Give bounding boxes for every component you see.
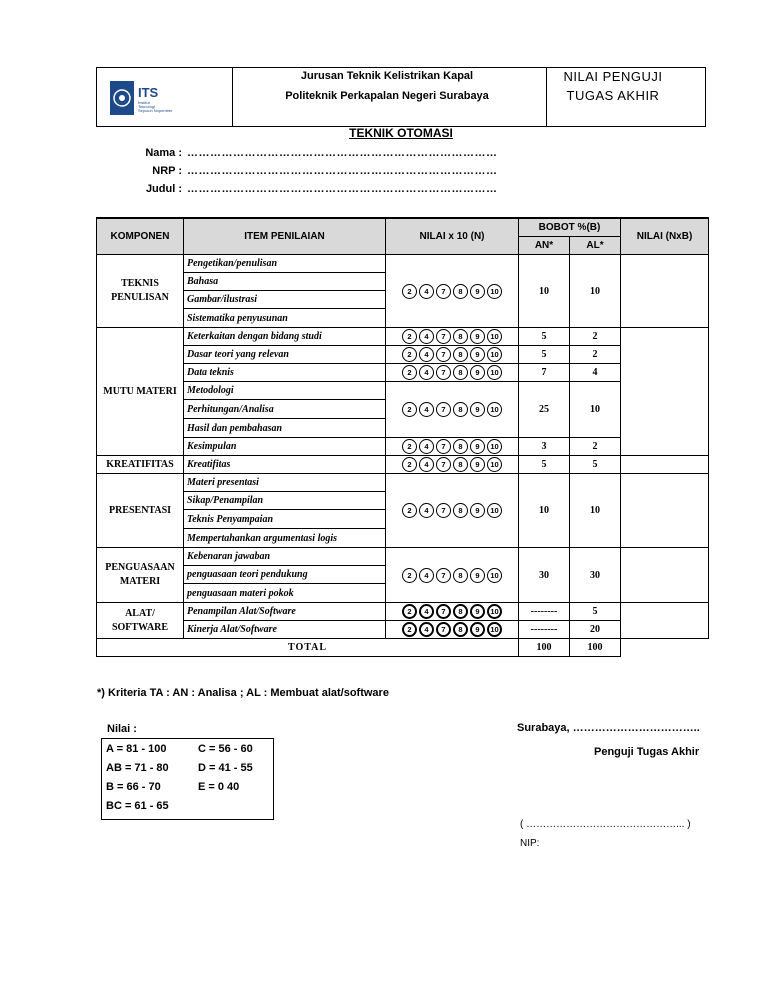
its-logo [110, 81, 186, 115]
nxb-kreatif[interactable] [621, 456, 709, 474]
grade-a: A = 81 - 100 [106, 743, 167, 755]
score-option-9[interactable]: 9 [470, 365, 485, 380]
score-option-2[interactable]: 2 [402, 402, 417, 417]
group-mutu: MUTU MATERI [97, 328, 184, 456]
weight-m3-an: 7 [519, 364, 570, 382]
col-an: AN* [519, 237, 570, 255]
score-option-8[interactable]: 8 [453, 284, 468, 299]
score-option-9[interactable]: 9 [470, 329, 485, 344]
score-option-4[interactable]: 4 [419, 329, 434, 344]
score-option-8[interactable]: 8 [453, 503, 468, 518]
col-al: AL* [570, 237, 621, 255]
score-option-10[interactable]: 10 [487, 284, 502, 299]
weight-m1-al: 2 [570, 328, 621, 346]
score-option-2[interactable]: 2 [402, 457, 417, 472]
weight-peng-al: 30 [570, 548, 621, 603]
weight-m3-al: 4 [570, 364, 621, 382]
item-t2: Bahasa [184, 273, 386, 291]
score-a2[interactable] [386, 621, 519, 639]
field-dots-nrp[interactable]: ……………………………………………………………………… [187, 165, 498, 177]
score-option-4[interactable]: 4 [419, 439, 434, 454]
item-g2: penguasaan teori pendukung [184, 566, 386, 584]
item-a2: Kinerja Alat/Software [184, 621, 386, 639]
score-option-7[interactable]: 7 [436, 402, 451, 417]
score-option-7[interactable]: 7 [436, 622, 451, 637]
department-title: TEKNIK OTOMASI [349, 126, 453, 140]
score-option-10[interactable]: 10 [487, 439, 502, 454]
col-nilai: NILAI x 10 (N) [386, 218, 519, 255]
grades-box [101, 738, 274, 820]
score-option-4[interactable]: 4 [419, 347, 434, 362]
score-option-2[interactable]: 2 [402, 329, 417, 344]
signature-nip[interactable]: NIP: [520, 838, 540, 849]
total-an: 100 [519, 639, 570, 657]
item-m2: Dasar teori yang relevan [184, 346, 386, 364]
score-option-9[interactable]: 9 [470, 503, 485, 518]
svg-text:Teknologi: Teknologi [138, 104, 155, 109]
item-t3: Gambar/ilustrasi [184, 291, 386, 309]
weight-a1-an: -------- [519, 603, 570, 621]
item-k1: Kreatifitas [184, 456, 386, 474]
score-m456[interactable] [386, 382, 519, 438]
field-dots-nama[interactable]: ……………………………………………………………………… [187, 147, 498, 159]
score-option-10[interactable]: 10 [487, 365, 502, 380]
score-option-10[interactable]: 10 [487, 402, 502, 417]
score-option-2[interactable]: 2 [402, 439, 417, 454]
grade-e: E = 0 40 [198, 781, 240, 793]
grade-ab: AB = 71 - 80 [106, 762, 169, 774]
item-m5: Perhitungan/Analisa [184, 400, 386, 419]
weight-teknis-an: 10 [519, 255, 570, 328]
item-m4: Metodologi [184, 382, 386, 400]
nxb-teknis[interactable] [621, 255, 709, 328]
criteria-note: *) Kriteria TA : AN : Analisa ; AL : Membuat alat/software [97, 687, 389, 699]
item-g3: penguasaan materi pokok [184, 584, 386, 603]
score-option-2[interactable]: 2 [402, 284, 417, 299]
score-option-9[interactable]: 9 [470, 457, 485, 472]
weight-a2-an: -------- [519, 621, 570, 639]
nxb-penguasaan[interactable] [621, 548, 709, 603]
item-p4: Mempertahankan argumentasi logis [184, 529, 386, 548]
score-option-4[interactable]: 4 [419, 568, 434, 583]
col-nxb: NILAI (NxB) [621, 218, 709, 255]
weight-m456-an: 25 [519, 382, 570, 438]
score-option-4[interactable]: 4 [419, 604, 434, 619]
weight-m456-al: 10 [570, 382, 621, 438]
weight-m7-al: 2 [570, 438, 621, 456]
score-option-4[interactable]: 4 [419, 402, 434, 417]
score-option-4[interactable]: 4 [419, 622, 434, 637]
nxb-alat[interactable] [621, 603, 709, 639]
item-t4: Sistematika penyusunan [184, 309, 386, 328]
score-option-2[interactable]: 2 [402, 604, 417, 619]
score-option-10[interactable]: 10 [487, 329, 502, 344]
score-option-9[interactable]: 9 [470, 347, 485, 362]
weight-teknis-al: 10 [570, 255, 621, 328]
group-penguasaan: PENGUASAAN MATERI [97, 548, 184, 603]
weight-pres-al: 10 [570, 474, 621, 548]
item-m1: Keterkaitan dengan bidang studi [184, 328, 386, 346]
score-option-4[interactable]: 4 [419, 503, 434, 518]
weight-m7-an: 3 [519, 438, 570, 456]
header-line2: Politeknik Perkapalan Negeri Surabaya [285, 90, 489, 102]
header-title1: NILAI PENGUJI [563, 69, 663, 84]
score-option-4[interactable]: 4 [419, 457, 434, 472]
score-m1[interactable] [386, 328, 519, 346]
item-p1: Materi presentasi [184, 474, 386, 492]
score-option-8[interactable]: 8 [453, 329, 468, 344]
nxb-mutu[interactable] [621, 328, 709, 456]
weight-a1-al: 5 [570, 603, 621, 621]
field-label-judul: Judul : [145, 183, 182, 195]
svg-text:ITS: ITS [138, 85, 159, 100]
score-option-8[interactable]: 8 [453, 365, 468, 380]
nxb-presentasi[interactable] [621, 474, 709, 548]
score-option-10[interactable]: 10 [487, 568, 502, 583]
assessment-table [96, 217, 709, 657]
total-label: TOTAL [97, 639, 519, 657]
header-line1: Jurusan Teknik Kelistrikan Kapal [300, 70, 474, 82]
weight-peng-an: 30 [519, 548, 570, 603]
col-bobot: BOBOT %(B) [519, 218, 621, 237]
item-t1: Pengetikan/penulisan [184, 255, 386, 273]
score-option-7[interactable]: 7 [436, 457, 451, 472]
field-label-nrp: NRP : [152, 165, 182, 177]
weight-m1-an: 5 [519, 328, 570, 346]
weight-m2-al: 2 [570, 346, 621, 364]
score-option-4[interactable]: 4 [419, 284, 434, 299]
item-p2: Sikap/Penampilan [184, 492, 386, 510]
score-option-9[interactable]: 9 [470, 284, 485, 299]
header-title2: TUGAS AKHIR [566, 88, 660, 103]
score-option-8[interactable]: 8 [453, 457, 468, 472]
group-teknis: TEKNIS PENULISAN [97, 255, 184, 328]
score-option-4[interactable]: 4 [419, 365, 434, 380]
weight-k1-an: 5 [519, 456, 570, 474]
grade-bc: BC = 61 - 65 [106, 800, 169, 812]
score-m2[interactable] [386, 346, 519, 364]
score-option-10[interactable]: 10 [487, 622, 502, 637]
score-option-2[interactable]: 2 [402, 622, 417, 637]
score-option-2[interactable]: 2 [402, 568, 417, 583]
group-alat: ALAT/ SOFTWARE [97, 603, 184, 639]
score-option-10[interactable]: 10 [487, 347, 502, 362]
total-al: 100 [570, 639, 621, 657]
item-m7: Kesimpulan [184, 438, 386, 456]
signature-role: Penguji Tugas Akhir [594, 746, 700, 758]
item-m3: Data teknis [184, 364, 386, 382]
col-item: ITEM PENILAIAN [184, 218, 386, 255]
score-option-8[interactable]: 8 [453, 402, 468, 417]
score-option-10[interactable]: 10 [487, 503, 502, 518]
score-option-10[interactable]: 10 [487, 604, 502, 619]
score-option-7[interactable]: 7 [436, 365, 451, 380]
field-dots-judul[interactable]: ……………………………………………………………………… [187, 183, 498, 195]
score-option-7[interactable]: 7 [436, 329, 451, 344]
group-kreatif: KREATIFITAS [97, 456, 184, 474]
score-option-8[interactable]: 8 [453, 347, 468, 362]
score-option-9[interactable]: 9 [470, 622, 485, 637]
total-nxb [621, 639, 709, 657]
score-option-9[interactable]: 9 [470, 604, 485, 619]
col-komponen: KOMPONEN [97, 218, 184, 255]
score-presentasi[interactable] [386, 474, 519, 548]
signature-name-line[interactable]: ( ………………………………………... ) [520, 819, 691, 830]
weight-k1-al: 5 [570, 456, 621, 474]
score-option-7[interactable]: 7 [436, 503, 451, 518]
score-option-7[interactable]: 7 [436, 284, 451, 299]
score-option-8[interactable]: 8 [453, 622, 468, 637]
score-a1[interactable] [386, 603, 519, 621]
score-option-9[interactable]: 9 [470, 402, 485, 417]
group-presentasi: PRESENTASI [97, 474, 184, 548]
score-option-8[interactable]: 8 [453, 568, 468, 583]
score-option-8[interactable]: 8 [453, 604, 468, 619]
score-option-8[interactable]: 8 [453, 439, 468, 454]
score-option-2[interactable]: 2 [402, 347, 417, 362]
weight-a2-al: 20 [570, 621, 621, 639]
item-m6: Hasil dan pembahasan [184, 419, 386, 438]
score-option-2[interactable]: 2 [402, 503, 417, 518]
svg-text:Sepuluh Nopember: Sepuluh Nopember [138, 108, 173, 113]
score-option-9[interactable]: 9 [470, 439, 485, 454]
score-option-7[interactable]: 7 [436, 347, 451, 362]
weight-pres-an: 10 [519, 474, 570, 548]
score-option-2[interactable]: 2 [402, 365, 417, 380]
field-label-nama: Nama : [145, 147, 182, 159]
score-option-7[interactable]: 7 [436, 568, 451, 583]
grade-c: C = 56 - 60 [198, 743, 253, 755]
score-teknis[interactable] [386, 255, 519, 328]
item-g1: Kebenaran jawaban [184, 548, 386, 566]
score-option-10[interactable]: 10 [487, 457, 502, 472]
svg-text:Institut: Institut [138, 100, 150, 105]
item-p3: Teknis Penyampaian [184, 510, 386, 529]
score-m7[interactable] [386, 438, 519, 456]
grade-b: B = 66 - 70 [106, 781, 161, 793]
score-k1[interactable] [386, 456, 519, 474]
item-a1: Penampilan Alat/Software [184, 603, 386, 621]
score-penguasaan[interactable] [386, 548, 519, 603]
grade-d: D = 41 - 55 [198, 762, 253, 774]
score-option-7[interactable]: 7 [436, 439, 451, 454]
weight-m2-an: 5 [519, 346, 570, 364]
score-m3[interactable] [386, 364, 519, 382]
score-option-7[interactable]: 7 [436, 604, 451, 619]
grades-label: Nilai : [107, 723, 137, 735]
score-option-9[interactable]: 9 [470, 568, 485, 583]
signature-place[interactable]: Surabaya, …………………………….. [517, 722, 700, 734]
